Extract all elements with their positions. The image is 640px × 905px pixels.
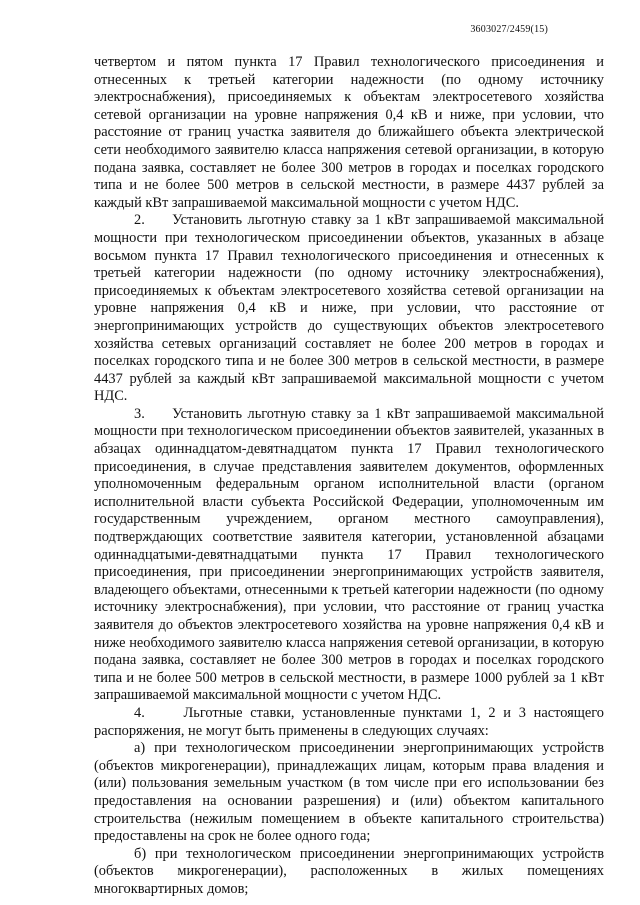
- document-number: 3603027/2459(15): [470, 24, 548, 35]
- paragraph-4: 4. Льготные ставки, установленные пунктами 1, 2 и 3 настоящего распоряжения, не могут быть применены в следующих случаях:: [94, 704, 604, 739]
- paragraph-2: 2. Установить льготную ставку за 1 кВт запрашиваемой максимальной мощности при технологическом присоединении объектов, указанных в абзаце восьмом пункта 17 Правил технологического присоединения и отнесенных к третьей категории надежности (по одному источнику электроснабжения), присоединяемых к объектам электросетевого хозяйства сетевой организации на уровне напряжения 0,4 кВ и ниже, при условии, что расстояние от энергопринимающих устройств до существующих объектов электросетевого хозяйства сетевых организаций составляет не более 200 метров в городах и поселках городского типа и не более 300 метров в сельской местности, в размере 4437 рублей за каждый кВт запрашиваемой максимальной мощности с учетом НДС.: [94, 212, 604, 405]
- paragraph-1-continuation: четвертом и пятом пункта 17 Правил технологического присоединения и отнесенных к третьей категории надежности (по одному источнику электроснабжения), присоединяемых к объектам электросетевого хозяйства сетевой организации на уровне напряжения 0,4 кВ и ниже, при условии, что расстояние от границ участка заявителя до ближайшего объекта электрической сети необходимого заявителю класса напряжения сетевой организации, в которую подана заявка, составляет не более 300 метров в городах и поселках городского типа и не более 500 метров в сельской местности, в размере 4437 рублей за каждый кВт запрашиваемой максимальной мощности с учетом НДС.: [94, 54, 604, 211]
- paragraph-3: 3. Установить льготную ставку за 1 кВт запрашиваемой максимальной мощности при технологическом присоединении объектов заявителей, указанных в абзацах одиннадцатом-девятнадцатом пункта 17 Правил технологического присоединения, в случае представления заявителем документов, оформленных уполномоченным федеральным органом исполнительной власти (органом исполнительной власти субъекта Российской Федерации, уполномоченным им государственным учреждением, органом местного самоуправления), подтверждающих соответствие заявителя категории, установленной абзацами одиннадцатыми-девятнадцатыми пункта 17 Правил технологического присоединения, при присоединении энергопринимающих устройств заявителя, владеющего объектами, отнесенными к третьей категории надежности (по одному источнику электроснабжения), при условии, что расстояние от границ участка заявителя до объектов электросетевого хозяйства на уровне напряжения 0,4 кВ и ниже необходимого заявителю класса напряжения сетевой организации, в которую подана заявка, составляет не более 300 метров в городах и поселках городского типа и не более 500 метров в сельской местности, в размере 1000 рублей за 1 кВт запрашиваемой максимальной мощности с учетом НДС.: [94, 405, 604, 704]
- subparagraph-b: б) при технологическом присоединении энергопринимающих устройств (объектов микрогенерации), расположенных в жилых помещениях многоквартирных домов;: [94, 845, 604, 897]
- document-body: [94, 54, 604, 899]
- subparagraph-a: а) при технологическом присоединении энергопринимающих устройств (объектов микрогенерации), принадлежащих лицам, которым права владения и (или) пользования земельным участком (в том числе при его использовании без предоставления на основании разрешения) и (или) объектом капитального строительства (нежилым помещением в объекте капитального строительства) предоставлены на срок не более одного года;: [94, 740, 604, 845]
